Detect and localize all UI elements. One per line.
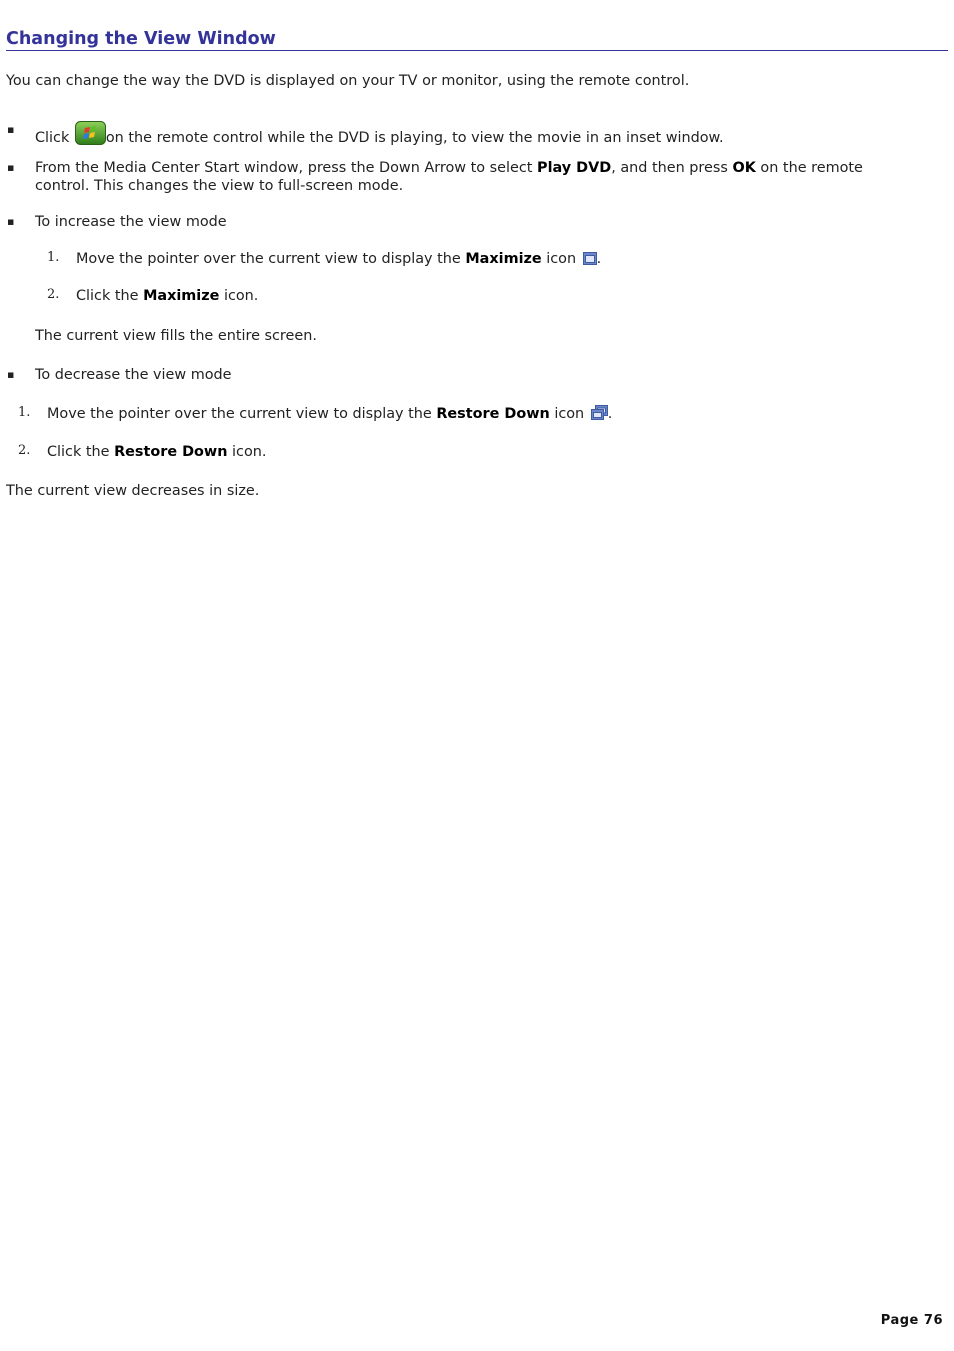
step-text-post: icon <box>549 406 585 422</box>
increase-step-1 <box>76 250 601 270</box>
step-number: 1. <box>47 250 60 265</box>
step-text-pre: Click the <box>47 444 115 460</box>
bullet1-text-pre: Click <box>35 130 70 146</box>
bullet2-text-pre: From the Media Center Start window, press the Down Arrow to select <box>35 160 538 176</box>
restore-down-icon <box>591 405 608 425</box>
play-dvd-term: Play DVD <box>537 160 612 176</box>
step-text-pre: Click the <box>76 288 144 304</box>
bullet-marker: ▪ <box>7 368 15 381</box>
maximize-icon <box>583 252 597 270</box>
step-text-end: . <box>607 406 613 422</box>
intro-paragraph: You can change the way the DVD is displayed on your TV or monitor, using the remote control. <box>6 73 690 89</box>
step-text-pre: Move the pointer over the current view to display the <box>76 251 466 267</box>
bullet1-text-post: on the remote control while the DVD is playing, to view the movie in an inset window. <box>105 130 724 146</box>
increase-result: The current view fills the entire screen. <box>35 328 317 344</box>
bullet-increase-view: To increase the view mode <box>35 214 227 230</box>
bullet-marker: ▪ <box>7 161 15 174</box>
step-text-end: . <box>596 251 602 267</box>
step-number: 2. <box>18 443 31 458</box>
ok-term: OK <box>732 160 756 176</box>
decrease-step-2 <box>47 443 266 461</box>
windows-start-icon <box>75 121 106 150</box>
bullet-marker: ▪ <box>7 123 15 136</box>
step-text-pre: Move the pointer over the current view to display the <box>47 406 437 422</box>
step-text-post: icon. <box>219 288 259 304</box>
bullet-marker: ▪ <box>7 215 15 228</box>
step-number: 2. <box>47 287 60 302</box>
step-text-post: icon. <box>227 444 267 460</box>
decrease-result: The current view decreases in size. <box>6 483 260 499</box>
bullet-decrease-view: To decrease the view mode <box>35 367 232 383</box>
increase-step-2 <box>76 287 258 305</box>
bullet-item-play-dvd <box>35 159 863 177</box>
restore-down-term: Restore Down <box>436 406 550 422</box>
step-number: 1. <box>18 405 31 420</box>
bullet2-text-post: on the remote <box>755 160 863 176</box>
maximize-term: Maximize <box>465 251 542 267</box>
bullet-item-click-start <box>35 121 724 150</box>
page-number: Page 76 <box>880 1313 943 1328</box>
decrease-step-1 <box>47 405 612 425</box>
page-title: Changing the View Window <box>6 29 948 51</box>
bullet2-text-mid: , and then press <box>611 160 733 176</box>
maximize-term: Maximize <box>143 288 220 304</box>
restore-down-term: Restore Down <box>114 444 228 460</box>
step-text-post: icon <box>541 251 577 267</box>
bullet2-line2: control. This changes the view to full-screen mode. <box>35 178 404 194</box>
